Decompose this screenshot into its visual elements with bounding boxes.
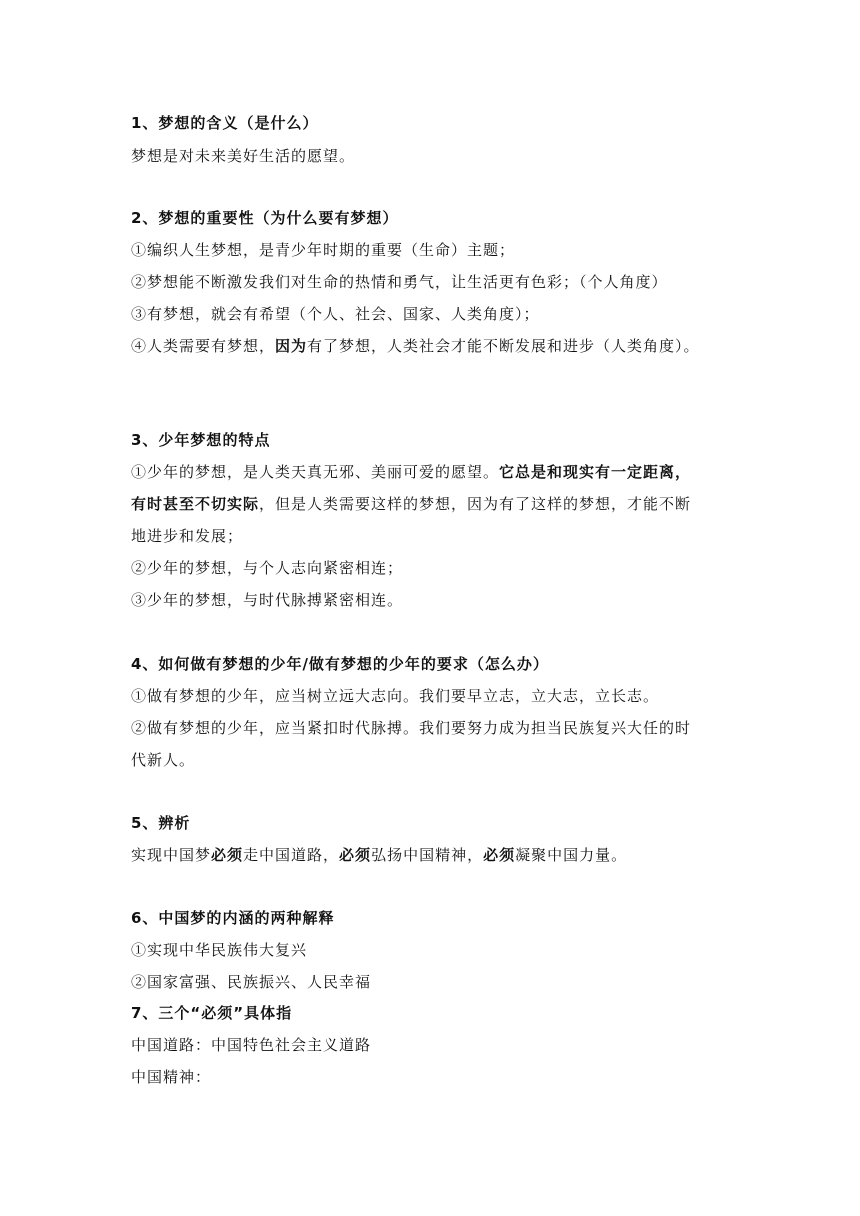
section-7-line-2: 中国精神： xyxy=(131,1068,212,1086)
section-6-line-2: ②国家富强、民族振兴、人民幸福 xyxy=(131,973,372,991)
section-5-line-1 xyxy=(131,845,627,865)
section-5-heading: 5、辨析 xyxy=(131,814,191,832)
section-3-line-2 xyxy=(131,494,691,514)
section-3-line-4: ②少年的梦想，与个人志向紧密相连； xyxy=(131,559,404,577)
bold-run: 必须 xyxy=(483,846,516,864)
section-3-line-5: ③少年的梦想，与时代脉搏紧密相连。 xyxy=(131,591,404,609)
section-3-line-3: 地进步和发展； xyxy=(131,527,244,545)
bold-run: 因为 xyxy=(275,337,308,355)
section-1-line-1: 梦想是对未来美好生活的愿望。 xyxy=(131,147,356,165)
section-2-line-3: ③有梦想，就会有希望（个人、社会、国家、人类角度）； xyxy=(131,305,540,323)
section-4-heading: 4、如何做有梦想的少年/做有梦想的少年的要求（怎么办） xyxy=(131,655,549,673)
section-1-heading: 1、梦想的含义（是什么） xyxy=(131,114,319,132)
text-run: ④人类需要有梦想， xyxy=(131,337,276,355)
section-2-line-2: ②梦想能不断激发我们对生命的热情和勇气，让生活更有色彩；（个人角度） xyxy=(131,273,668,291)
section-2-line-4 xyxy=(131,336,700,356)
section-2-line-1: ①编织人生梦想，是青少年时期的重要（生命）主题； xyxy=(131,241,516,259)
section-4-line-3: 代新人。 xyxy=(131,751,196,769)
section-4-line-2: ②做有梦想的少年，应当紧扣时代脉搏。我们要努力成为担当民族复兴大任的时 xyxy=(131,719,692,737)
text-run: 实现中国梦 xyxy=(131,846,212,864)
section-7-heading: 7、三个“必须”具体指 xyxy=(131,1004,293,1022)
section-3-heading: 3、少年梦想的特点 xyxy=(131,431,271,449)
bold-run: 必须 xyxy=(211,846,244,864)
section-6-line-1: ①实现中华民族伟大复兴 xyxy=(131,941,308,959)
section-7-line-1: 中国道路：中国特色社会主义道路 xyxy=(131,1036,372,1054)
text-run: 有了梦想，人类社会才能不断发展和进步（人类角度）。 xyxy=(307,337,700,355)
text-run: 凝聚中国力量。 xyxy=(515,846,628,864)
text-run: ①少年的梦想，是人类天真无邪、美丽可爱的愿望。 xyxy=(131,463,500,481)
section-3-line-1 xyxy=(131,462,691,482)
text-run: ，但是人类需要这样的梦想，因为有了这样的梦想，才能不断 xyxy=(259,495,692,513)
section-6-heading: 6、中国梦的内涵的两种解释 xyxy=(131,909,335,927)
text-run: 弘扬中国精神， xyxy=(371,846,484,864)
section-4-line-1: ①做有梦想的少年，应当树立远大志向。我们要早立志，立大志，立长志。 xyxy=(131,687,660,705)
bold-run: 有时甚至不切实际 xyxy=(131,495,260,513)
text-run: 走中国道路， xyxy=(243,846,340,864)
section-2-heading: 2、梦想的重要性（为什么要有梦想） xyxy=(131,209,399,227)
bold-run: 它总是和现实有一定距离， xyxy=(499,463,692,481)
bold-run: 必须 xyxy=(339,846,372,864)
